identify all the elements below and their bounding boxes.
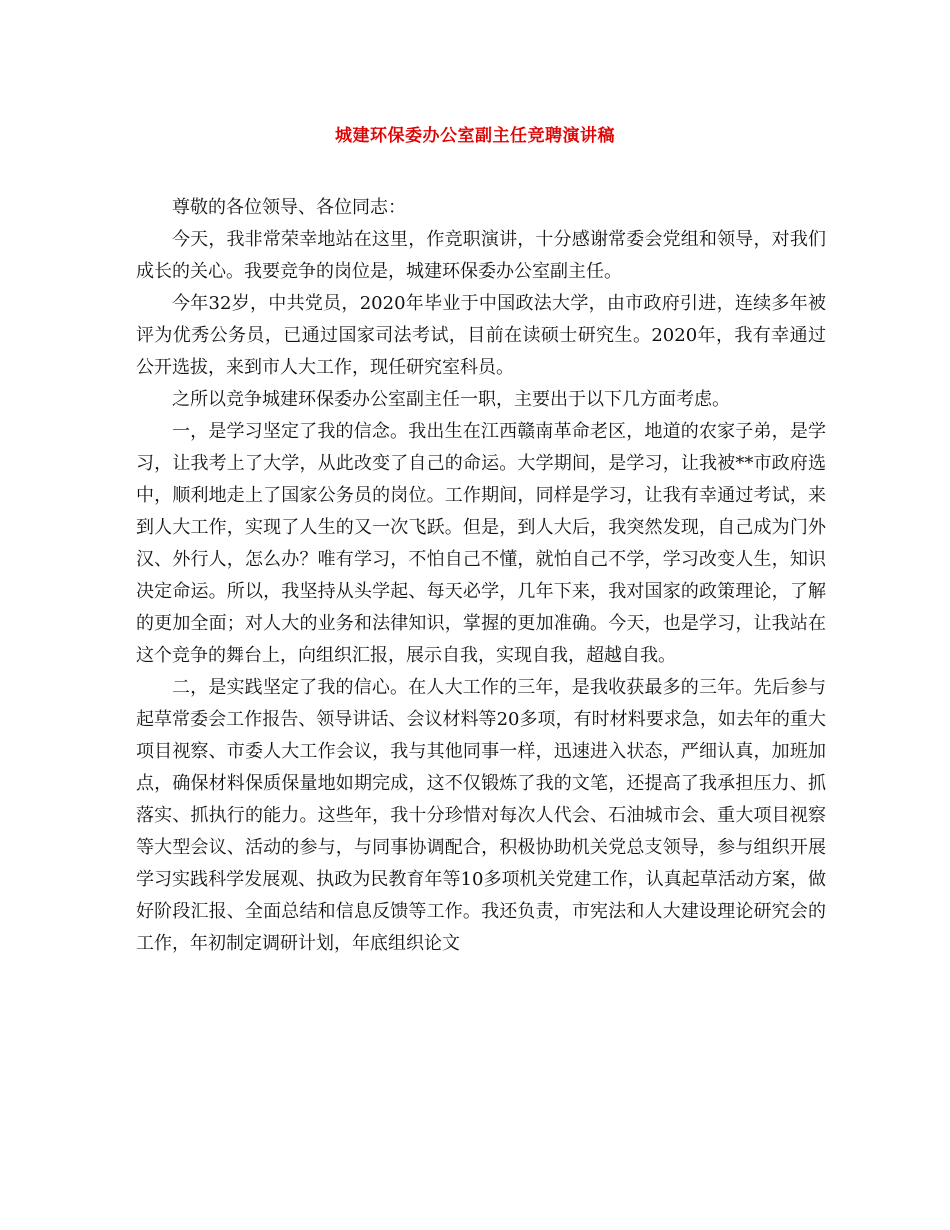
paragraph-introduction: 今年32岁，中共党员，2020年毕业于中国政法大学，由市政府引进，连续多年被评为优秀公务员，已通过国家司法考试，目前在读硕士研究生。2020年，我有幸通过公开选拔，来到市人大工作，现任研究室科员。 — [136, 293, 826, 378]
document-body — [136, 192, 826, 960]
paragraph-reasons: 之所以竞争城建环保委办公室副主任一职，主要出于以下几方面考虑。 — [172, 389, 730, 410]
paragraph-opening: 今天，我非常荣幸地站在这里，作竞职演讲，十分感谢常委会党组和领导，对我们成长的关心。我要竞争的岗位是，城建环保委办公室副主任。 — [136, 229, 826, 282]
paragraph-point-two: 二，是实践坚定了我的信心。在人大工作的三年，是我收获最多的三年。先后参与起草常委会工作报告、领导讲话、会议材料等20多项，有时材料要求急，如去年的重大项目视察、市委人大工作会议，我与其他同事一样，迅速进入状态，严细认真，加班加点，确保材料保质保量地如期完成，这不仅锻炼了我的文笔，还提高了我承担压力、抓落实、抓执行的能力。这些年，我十分珍惜对每次人代会、石油城市会、重大项目视察等大型会议、活动的参与，与同事协调配合，积极协助机关党总支领导，参与组织开展学习实践科学发展观、执政为民教育年等10多项机关党建工作，认真起草活动方案，做好阶段汇报、全面总结和信息反馈等工作。我还负责，市宪法和人大建设理论研究会的工作，年初制定调研计划，年底组织论文 — [136, 677, 826, 954]
paragraph-salutation: 尊敬的各位领导、各位同志： — [172, 197, 406, 218]
paragraph-point-one: 一，是学习坚定了我的信念。我出生在江西赣南革命老区，地道的农家子弟，是学习，让我考上了大学，从此改变了自己的命运。大学期间，是学习，让我被**市政府选中，顺利地走上了国家公务员的岗位。工作期间，同样是学习，让我有幸通过考试，来到人大工作，实现了人生的又一次飞跃。但是，到人大后，我突然发现，自己成为门外汉、外行人，怎么办？唯有学习，不怕自己不懂，就怕自己不学，学习改变人生，知识决定命运。所以，我坚持从头学起、每天必学，几年下来，我对国家的政策理论，了解的更加全面；对人大的业务和法律知识，掌握的更加准确。今天，也是学习，让我站在这个竞争的舞台上，向组织汇报，展示自我，实现自我，超越自我。 — [136, 421, 826, 666]
document-title: 城建环保委办公室副主任竞聘演讲稿 — [335, 126, 615, 146]
